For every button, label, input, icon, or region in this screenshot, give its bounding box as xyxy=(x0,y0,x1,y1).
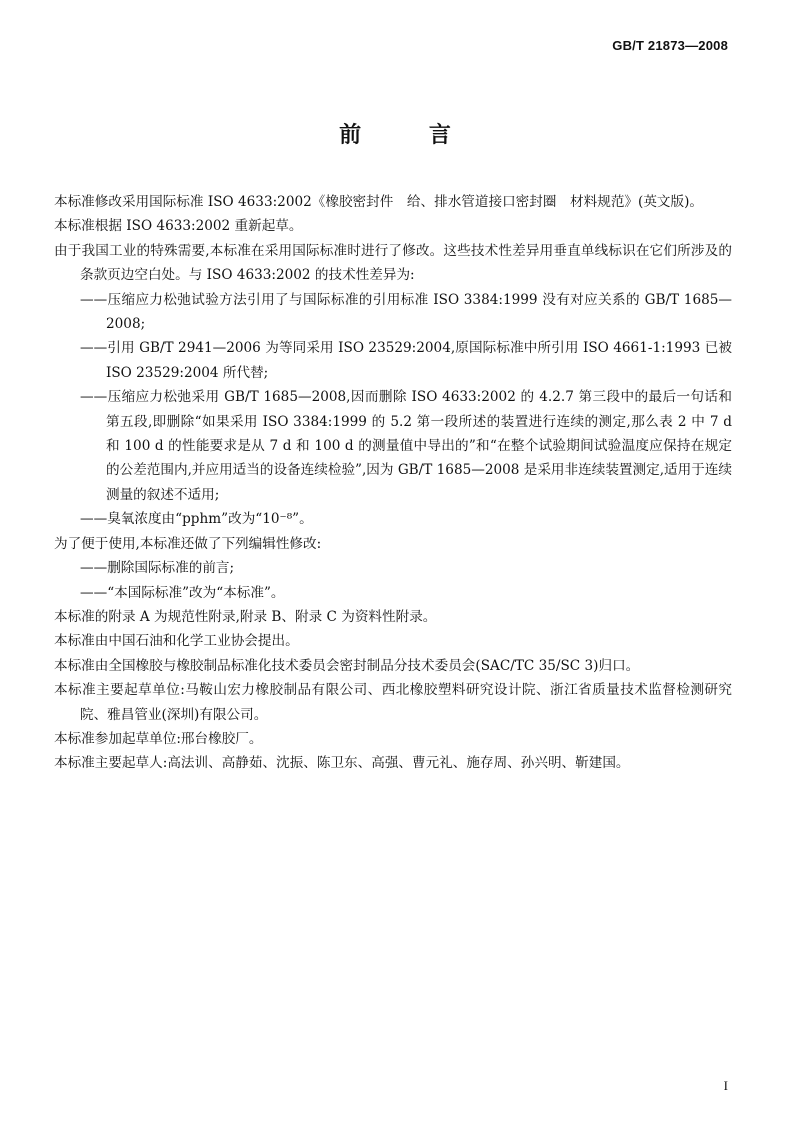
list-item: ——臭氧浓度由“pphm”改为“10⁻⁸”。 xyxy=(80,511,313,528)
list-item: ——压缩应力松弛采用 GB/T 1685—2008,因而删除 ISO 4633:2002 的 4.2.7 第三段中的最后一句话和第五段,即删除“如果采用 ISO 3384:1999 的 5.2 第一段所述的装置进行连续的测定,那么表 2 中 7 d 和 100 d 的性能要求是从 7 d 和 100 d 的测量值中导出的”和“在整个试验期间试验温度应保持在规定的公差范围内,并应用适当的设备连续检验”,因为 GB/T 1685—2008 是采用非连续装置测定,适用于连续测量的叙述不适用; xyxy=(80,389,732,503)
paragraph: 本标准主要起草单位:马鞍山宏力橡胶制品有限公司、西北橡胶塑料研究设计院、浙江省质量技术监督检测研究院、雅昌管业(深圳)有限公司。 xyxy=(54,682,732,723)
page-title: 前 言 xyxy=(339,123,481,148)
paragraph: 由于我国工业的特殊需要,本标准在采用国际标准时进行了修改。这些技术性差异用垂直单线标识在它们所涉及的条款页边空白处。与 ISO 4633:2002 的技术性差异为: xyxy=(54,242,732,284)
document-body xyxy=(54,190,732,776)
standard-code: GB/T 21873—2008 xyxy=(612,38,728,53)
paragraph: 本标准主要起草人:高法训、高静茹、沈振、陈卫东、高强、曹元礼、施存周、孙兴明、靳建国。 xyxy=(54,755,630,772)
paragraph: 本标准根据 ISO 4633:2002 重新起草。 xyxy=(54,218,303,235)
page-number: I xyxy=(723,1078,728,1093)
paragraph: 本标准的附录 A 为规范性附录,附录 B、附录 C 为资料性附录。 xyxy=(54,608,437,625)
list-item: ——引用 GB/T 2941—2006 为等同采用 ISO 23529:2004,原国际标准中所引用 ISO 4661-1:1993 已被 ISO 23529:2004 所代替; xyxy=(80,340,732,381)
paragraph: 本标准修改采用国际标准 ISO 4633:2002《橡胶密封件 给、排水管道接口密封圈 材料规范》(英文版)。 xyxy=(54,194,703,210)
paragraph: 本标准由中国石油和化学工业协会提出。 xyxy=(54,633,299,650)
paragraph: 本标准参加起草单位:邢台橡胶厂。 xyxy=(54,730,263,747)
list-item: ——压缩应力松弛试验方法引用了与国际标准的引用标准 ISO 3384:1999 没有对应关系的 GB/T 1685—2008; xyxy=(80,291,732,333)
paragraph: 为了便于使用,本标准还做了下列编辑性修改: xyxy=(54,535,322,552)
paragraph: 本标准由全国橡胶与橡胶制品标准化技术委员会密封制品分技术委员会(SAC/TC 35/SC 3)归口。 xyxy=(54,657,640,674)
list-item: ——删除国际标准的前言; xyxy=(80,560,235,577)
list-item: ——“本国际标准”改为“本标准”。 xyxy=(80,584,285,601)
